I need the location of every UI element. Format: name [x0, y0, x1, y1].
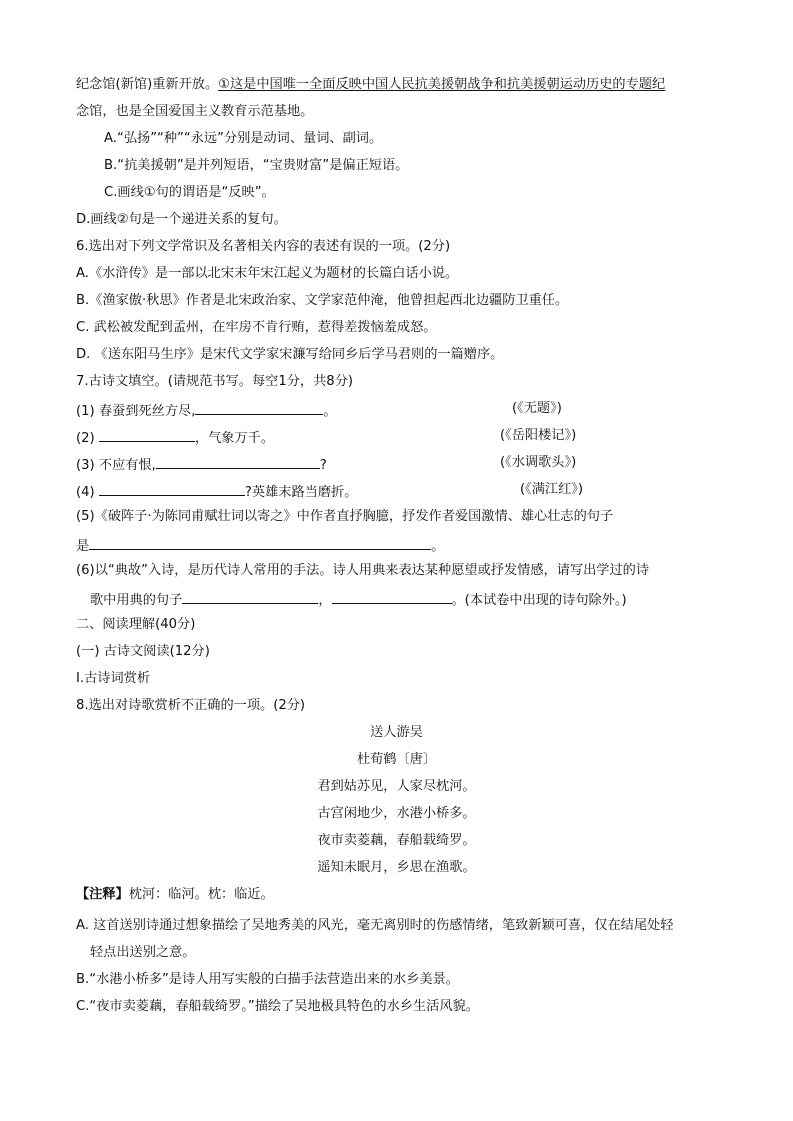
- subsection-poetry: Ⅰ.古诗词赏析: [76, 671, 151, 686]
- item-text: 歌中用典的句子: [90, 593, 183, 608]
- item-text: 是: [76, 539, 90, 554]
- intro-line-2: 念馆，也是全国爱国主义教育示范基地。: [76, 104, 314, 119]
- q7-item-1-source: (《无题》): [512, 401, 562, 416]
- poem-line: 遥知未眠月，乡思在渔歌。: [317, 860, 476, 875]
- q7-item-2-source: (《岳阳楼记》): [500, 428, 577, 443]
- answer-blank[interactable]: [99, 427, 195, 442]
- answer-blank[interactable]: [332, 589, 452, 604]
- poem-author: 杜荀鹤〔唐〕: [356, 752, 437, 767]
- q7-item-5-line-1: (5)《破阵子·为陈同甫赋壮词以寄之》中作者直抒胸臆，抒发作者爱国激情、雄心壮志的句子: [76, 509, 614, 524]
- item-text: 。(本试卷中出现的诗句除外。): [451, 593, 627, 608]
- poem-line: 夜市卖菱藕，春船载绮罗。: [317, 833, 476, 848]
- answer-blank[interactable]: [182, 589, 318, 604]
- item-text: ，气象万千。: [194, 431, 275, 446]
- item-number: (2): [76, 431, 95, 446]
- q6-option-d: D. 《送东阳马生序》是宋代文学家宋濂写给同乡后学马君则的一篇赠序。: [76, 347, 504, 362]
- note-text: 枕河：临河。枕：临近。: [128, 887, 274, 902]
- note-label: 【注释】: [76, 887, 129, 902]
- q6-option-a: A.《水浒传》是一部以北宋末年宋江起义为题材的长篇白话小说。: [76, 266, 459, 281]
- q6-option-b: B.《渔家傲·秋思》作者是北宋政治家、文学家范仲淹，他曾担起西北边疆防卫重任。: [76, 293, 569, 308]
- q5-option-b: B.“抗美援朝”是并列短语，“宝贵财富”是偏正短语。: [104, 158, 409, 173]
- q7-item-6-line-1: (6)以“典故”入诗，是历代诗人常用的手法。诗人用典来表达某种愿望或抒发情感，请写出学过的诗: [76, 563, 650, 578]
- poem-title: 送人游吴: [370, 725, 423, 740]
- q7-item-4-source: (《满江红》): [520, 482, 584, 497]
- intro-line-1: [76, 76, 665, 94]
- underlined-sentence-1: ①这是中国唯一全面反映中国人民抗美援朝战争和抗美援朝运动历史的专题纪: [218, 77, 666, 92]
- item-number: (1): [76, 404, 95, 419]
- answer-blank[interactable]: [99, 481, 245, 496]
- q7-item-2: [76, 427, 274, 448]
- q8-option-b: B.“水港小桥多”是诗人用写实般的白描手法营造出来的水乡美景。: [76, 972, 459, 987]
- item-punct: ，: [318, 593, 332, 608]
- item-number: (4): [76, 485, 95, 500]
- q5-option-c: C.画线①句的谓语是“反映”。: [104, 185, 275, 200]
- q7-item-1: [76, 400, 337, 421]
- q7-item-3-source: (《水调歌头》): [500, 455, 577, 470]
- q7-item-3: [76, 454, 327, 475]
- q8-stem: 8.选出对诗歌赏析不正确的一项。(2分): [76, 698, 306, 713]
- item-text: 春蚕到死丝方尽,: [98, 404, 196, 419]
- q7-item-6-line-2: [90, 589, 627, 610]
- poem-note: [76, 886, 274, 904]
- section-2-title: 二、阅读理解(40分): [76, 617, 196, 632]
- q7-item-5-line-2: [76, 535, 444, 556]
- q5-option-a: A.“弘扬”“种”“永远”分别是动词、量词、副词。: [104, 131, 383, 146]
- item-punct: 。: [431, 539, 445, 554]
- answer-blank[interactable]: [227, 535, 431, 550]
- item-text: ?英雄末路当磨折。: [244, 485, 358, 500]
- q7-stem: 7.古诗文填空。(请规范书写。每空1分，共8分): [76, 374, 354, 389]
- answer-blank[interactable]: [195, 400, 323, 415]
- q8-option-a-line-2: 轻点出送别之意。: [90, 945, 196, 960]
- subsection-title: (一) 古诗文阅读(12分): [76, 644, 210, 659]
- poem-line: 君到姑苏见，人家尽枕河。: [317, 779, 476, 794]
- q7-item-4: [76, 481, 357, 502]
- answer-blank[interactable]: [89, 535, 227, 550]
- item-punct: 。: [323, 404, 337, 419]
- poem-line: 古宫闲地少，水港小桥多。: [317, 806, 476, 821]
- item-text: 不应有恨,: [98, 458, 156, 473]
- answer-blank[interactable]: [156, 454, 320, 469]
- q6-option-c: C. 武松被发配到孟州，在牢房不肯行贿，惹得差拨恼羞成怒。: [76, 320, 437, 335]
- q6-stem: 6.选出对下列文学常识及名著相关内容的表述有误的一项。(2分): [76, 239, 451, 254]
- q8-option-a-line-1: A. 这首送别诗通过想象描绘了吴地秀美的风光，毫无离别时的伤感情绪，笔致新颖可喜，仅在结尾处轻: [76, 918, 674, 933]
- q5-option-d: D.画线②句是一个递进关系的复句。: [76, 212, 287, 227]
- item-punct: ?: [319, 458, 327, 473]
- intro-text: 纪念馆(新馆)重新开放。: [76, 77, 219, 92]
- item-number: (3): [76, 458, 95, 473]
- q8-option-c: C.“夜市卖菱藕，春船载绮罗。”描绘了吴地极具特色的水乡生活风貌。: [76, 999, 479, 1014]
